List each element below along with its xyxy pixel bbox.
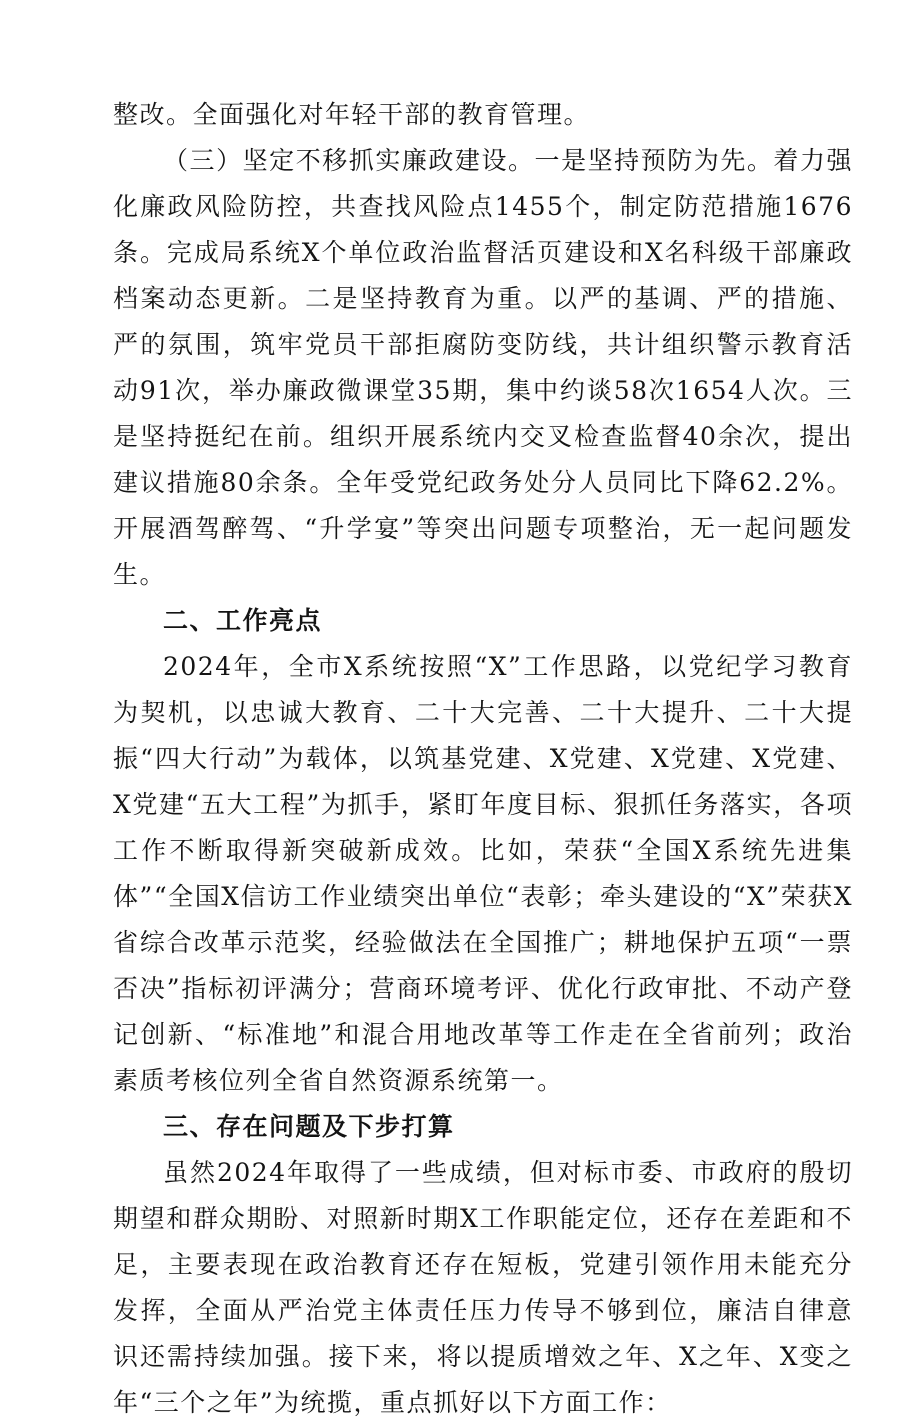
paragraph-integrity-building: （三）坚定不移抓实廉政建设。一是坚持预防为先。着力强化廉政风险防控，共查找风险点1455个，制定防范措施1676条。完成局系统X个单位政治监督活页建设和X名科级干部廉政档案动态更新。二是坚持教育为重。以严的基调、严的措施、严的氛围，筑牢党员干部拒腐防变防线，共计组织警示教育活动91次，举办廉政微课堂35期，集中约谈58次1654人次。三是坚持挺纪在前。组织开展系统内交叉检查监督40余次，提出建议措施80余条。全年受党纪政务处分人员同比下降62.2%。开展酒驾醉驾、“升学宴”等突出问题专项整治，无一起问题发生。 <box>113 146 853 589</box>
document-body <box>113 92 853 1426</box>
section-heading-highlights: 二、工作亮点 <box>163 606 323 635</box>
paragraph-highlights: 2024年，全市X系统按照“X”工作思路，以党纪学习教育为契机，以忠诚大教育、二十大完善、二十大提升、二十大提振“四大行动”为载体，以筑基党建、X党建、X党建、X党建、X党建“五大工程”为抓手，紧盯年度目标、狠抓任务落实，各项工作不断取得新突破新成效。比如，荣获“全国X系统先进集体”“全国X信访工作业绩突出单位“表彰；牵头建设的“X”荣获X省综合改革示范奖，经验做法在全国推广；耕地保护五项“一票否决”指标初评满分；营商环境考评、优化行政审批、不动产登记创新、“标准地”和混合用地改革等工作走在全省前列；政治素质考核位列全省自然资源系统第一。 <box>113 652 853 1095</box>
paragraph-continuation: 整改。全面强化对年轻干部的教育管理。 <box>113 100 591 129</box>
section-heading-problems-plans: 三、存在问题及下步打算 <box>163 1112 455 1141</box>
paragraph-problems-plans: 虽然2024年取得了一些成绩，但对标市委、市政府的殷切期望和群众期盼、对照新时期X工作职能定位，还存在差距和不足，主要表现在政治教育还存在短板，党建引领作用未能充分发挥，全面从严治党主体责任压力传导不够到位，廉洁自律意识还需持续加强。接下来，将以提质增效之年、X之年、X变之年“三个之年”为统揽，重点抓好以下方面工作： <box>113 1158 853 1417</box>
